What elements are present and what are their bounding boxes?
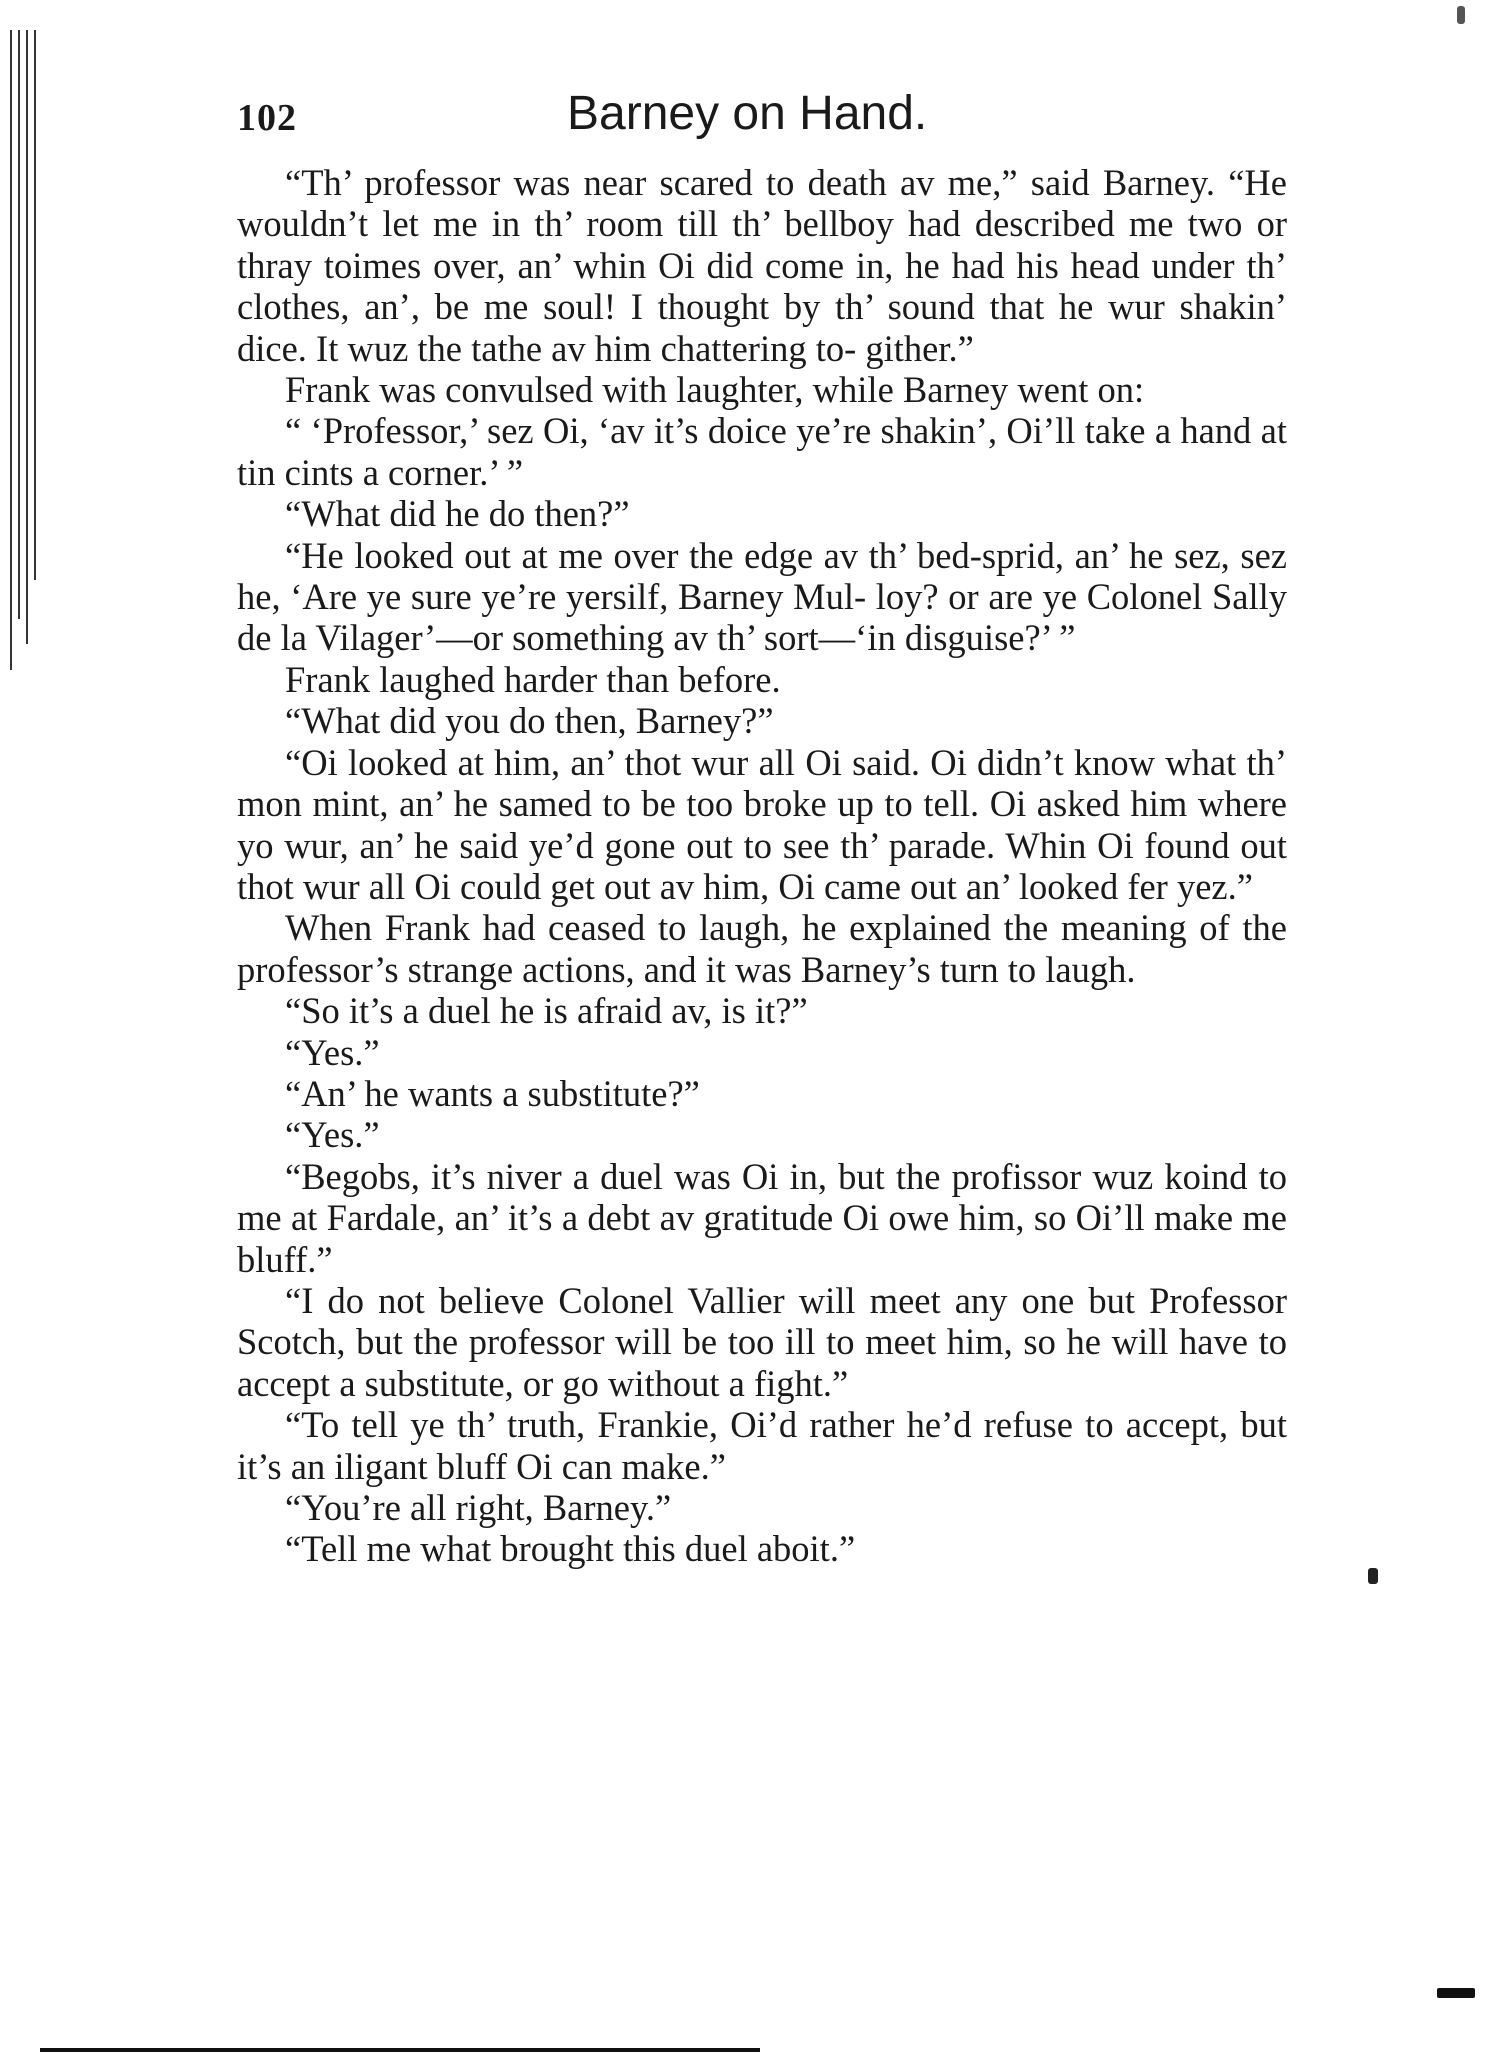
paragraph: “Yes.” [285, 1031, 380, 1073]
binding-line [18, 30, 20, 619]
binding-line [26, 30, 28, 644]
binding-edge [10, 30, 44, 670]
paragraph: Frank laughed harder than before. [285, 658, 781, 700]
running-title: Barney on Hand. [567, 87, 928, 140]
ink-blot [1368, 1568, 1378, 1584]
paragraph: “I do not believe Colonel Vallier will meet any one but Professor Scotch, but the professor will be too ill to meet him, so he will have to accept a substitute, or go without a fight.” [237, 1279, 1287, 1404]
paragraph: When Frank had ceased to laugh, he explained the meaning of the professor’s strange actions, and it was Barney’s turn to laugh. [237, 907, 1287, 990]
paragraph: “You’re all right, Barney.” [285, 1487, 672, 1528]
scan-speck [1457, 6, 1465, 24]
paragraph: “An’ he wants a substitute?” [285, 1072, 700, 1114]
paragraph: Frank was convulsed with laughter, while Barney went on: [285, 369, 1145, 411]
running-head [237, 78, 1287, 148]
page-corner-mark [1437, 1988, 1475, 1998]
paragraph: “What did he do then?” [285, 493, 630, 535]
paragraph: “To tell ye th’ truth, Frankie, Oi’d rather he’d refuse to accept, but it’s an iligant bluff Oi can make.” [237, 1404, 1287, 1487]
paragraph: “What did you do then, Barney?” [285, 700, 774, 742]
paragraph: “Yes.” [285, 1114, 380, 1156]
paragraph: “He looked out at me over the edge av th’ bed-sprid, an’ he sez, sez he, ‘Are ye sure ye’re yersilf, Barney Mul- loy? or are ye Colonel Sally de la Vilager’—or something av th’ sort—‘in disguise?’ ” [237, 534, 1287, 659]
paragraph: “Tell me what brought this duel aboit.” [285, 1528, 856, 1570]
body-text [237, 162, 1287, 1570]
bottom-rule [40, 2048, 760, 2052]
paragraph: “Th’ professor was near scared to death av me,” said Barney. “He wouldn’t let me in th’ room till th’ bellboy had described me two or thray toimes over, an’ whin Oi did come in, he had his head under th’ clothes, an’, be me soul! I thought by th’ sound that he wur shakin’ dice. It wuz the tathe av him chattering to- gither.” [237, 162, 1287, 369]
binding-line [34, 30, 36, 580]
binding-line [10, 30, 12, 670]
paragraph: “Begobs, it’s niver a duel was Oi in, but the profissor wuz koind to me at Fardale, an’ it’s a debt av gratitude Oi owe him, so Oi’ll make me bluff.” [237, 1155, 1287, 1280]
paragraph: “So it’s a duel he is afraid av, is it?” [285, 990, 808, 1032]
paragraph: “ ‘Professor,’ sez Oi, ‘av it’s doice ye’re shakin’, Oi’ll take a hand at tin cints a corner.’ ” [237, 410, 1287, 493]
paragraph: “Oi looked at him, an’ thot wur all Oi said. Oi didn’t know what th’ mon mint, an’ he samed to be too broke up to tell. Oi asked him where yo wur, an’ he said ye’d gone out to see th’ parade. Whin Oi found out thot wur all Oi could get out av him, Oi came out an’ looked fer yez.” [237, 741, 1287, 907]
page-number: 102 [237, 97, 297, 139]
